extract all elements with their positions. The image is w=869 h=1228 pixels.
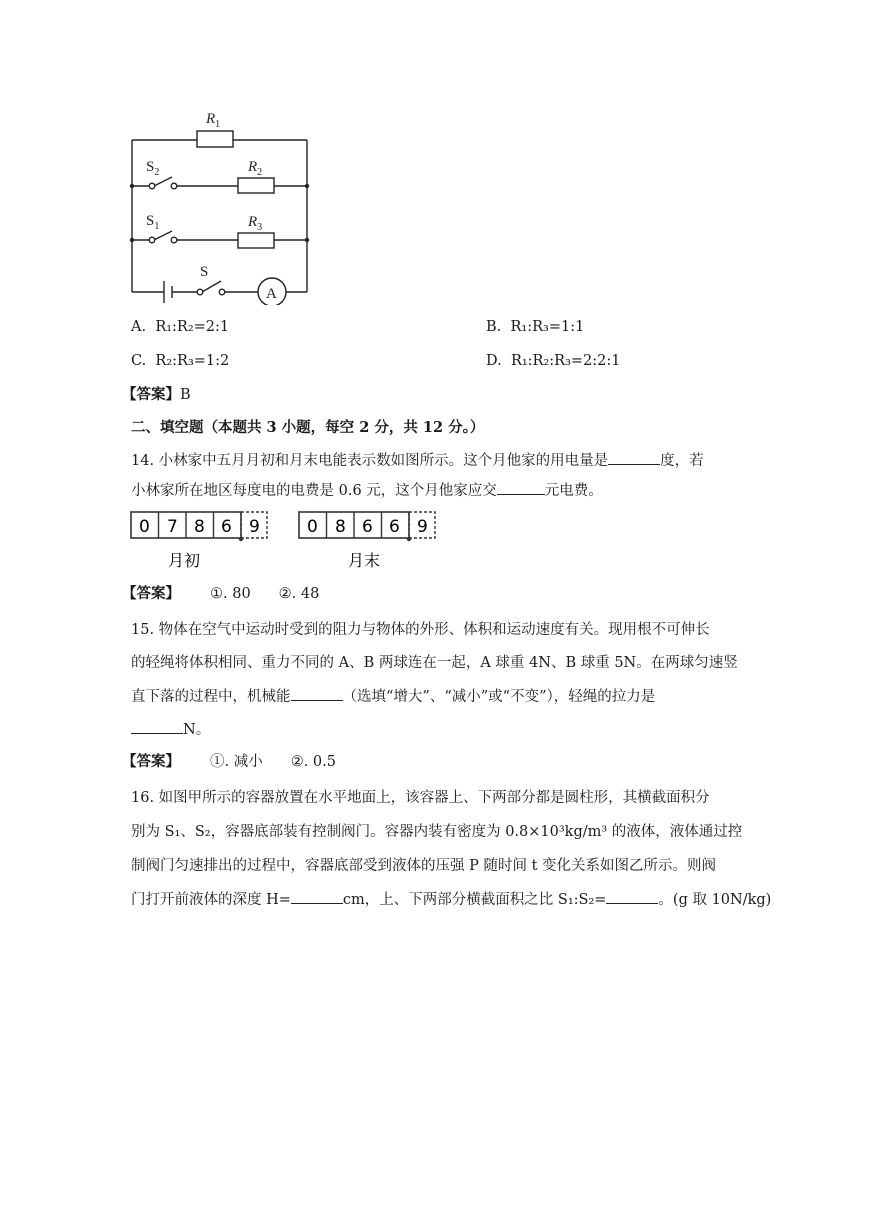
meter-end-digit-2: 8	[335, 517, 346, 537]
meter-start-caption: 月初	[168, 553, 201, 570]
circuit-diagram	[120, 100, 320, 305]
meter-start-digit-1: 0	[139, 517, 150, 537]
meter-end-decimal: 9	[417, 517, 428, 537]
q14-answer: 【答案】 ①. 80 ②. 48	[122, 585, 320, 602]
meter-end-caption: 月末	[348, 553, 381, 570]
q16-line2: 别为 S₁、S₂，容器底部装有控制阀门。容器内装有密度为 0.8×10³kg/m³ 的液体，液体通过控	[131, 824, 743, 840]
option-c: C. R₂:R₃=1:2	[131, 353, 230, 369]
meter-start	[131, 512, 267, 570]
meter-start-digit-3: 8	[194, 517, 205, 537]
label-s1: $S_1$	[146, 213, 160, 232]
switch-s1-contact	[149, 237, 155, 243]
q16-blank-2	[606, 889, 658, 904]
q14-line2: 小林家所在地区每度电的电费是 0.6 元，这个月他家应交 元电费。	[131, 480, 603, 501]
meter-start-decimal: 9	[249, 517, 260, 537]
q16-line1: 16. 如图甲所示的容器放置在水平地面上，该容器上、下两部分都是圆柱形，其横截面积分	[131, 790, 710, 806]
q16-blank-1	[291, 889, 343, 904]
option-b: B. R₁:R₃=1:1	[486, 319, 585, 335]
q15-blank-1	[291, 686, 343, 701]
meter-end-digit-3: 6	[362, 517, 373, 537]
q15-line2: 的轻绳将体积相同、重力不同的 A、B 两球连在一起，A 球重 4N、B 球重 5N。在两球匀速竖	[131, 655, 738, 671]
resistor-r2	[238, 178, 274, 193]
switch-s2-contact	[149, 183, 155, 189]
label-r1: $R_1$	[206, 111, 221, 130]
resistor-r3	[238, 233, 274, 248]
meter-readings	[128, 508, 448, 578]
label-r2: $R_2$	[248, 159, 263, 178]
meter-end	[299, 512, 435, 570]
q15-line4: N。	[131, 719, 210, 740]
meter-start-digit-2: 7	[167, 517, 178, 537]
meter-start-digit-4: 6	[221, 517, 232, 537]
option-a: A. R₁:R₂=2:1	[131, 319, 230, 335]
q14-blank-2	[497, 480, 545, 495]
label-s: S	[200, 264, 209, 280]
q16-line3: 制阀门匀速排出的过程中，容器底部受到液体的压强 P 随时间 t 变化关系如图乙所示。则阀	[131, 858, 717, 874]
q15-line1: 15. 物体在空气中运动时受到的阻力与物体的外形、体积和运动速度有关。现用根不可伸长	[131, 622, 710, 638]
switch-s-contact	[197, 289, 203, 295]
section-title: 二、填空题（本题共 3 小题，每空 2 分，共 12 分。）	[131, 419, 485, 436]
q15-blank-2	[131, 719, 183, 734]
label-r3: $R_3$	[248, 214, 263, 233]
meter-end-digit-1: 0	[307, 517, 318, 537]
resistor-r1	[197, 131, 233, 147]
q14-blank-1	[608, 450, 660, 465]
meter-end-digit-4: 6	[389, 517, 400, 537]
q13-answer: 【答案】B	[122, 386, 191, 403]
option-d: D. R₁:R₂:R₃=2:2:1	[486, 353, 621, 369]
q16-line4: 门打开前液体的深度 H= cm，上、下两部分横截面积之比 S₁:S₂= 。(g 取 10N/kg)	[131, 889, 771, 910]
q14-line1: 14. 小林家中五月月初和月末电能表示数如图所示。这个月他家的用电量是 度，若	[131, 450, 704, 471]
label-a: A	[266, 286, 277, 302]
q15-line3: 直下落的过程中，机械能 （选填“增大”、“减小”或“不变”），轻绳的拉力是	[131, 686, 655, 707]
label-s2: $S_2$	[146, 159, 160, 178]
q15-answer: 【答案】 ①. 减小 ②. 0.5	[122, 753, 336, 770]
